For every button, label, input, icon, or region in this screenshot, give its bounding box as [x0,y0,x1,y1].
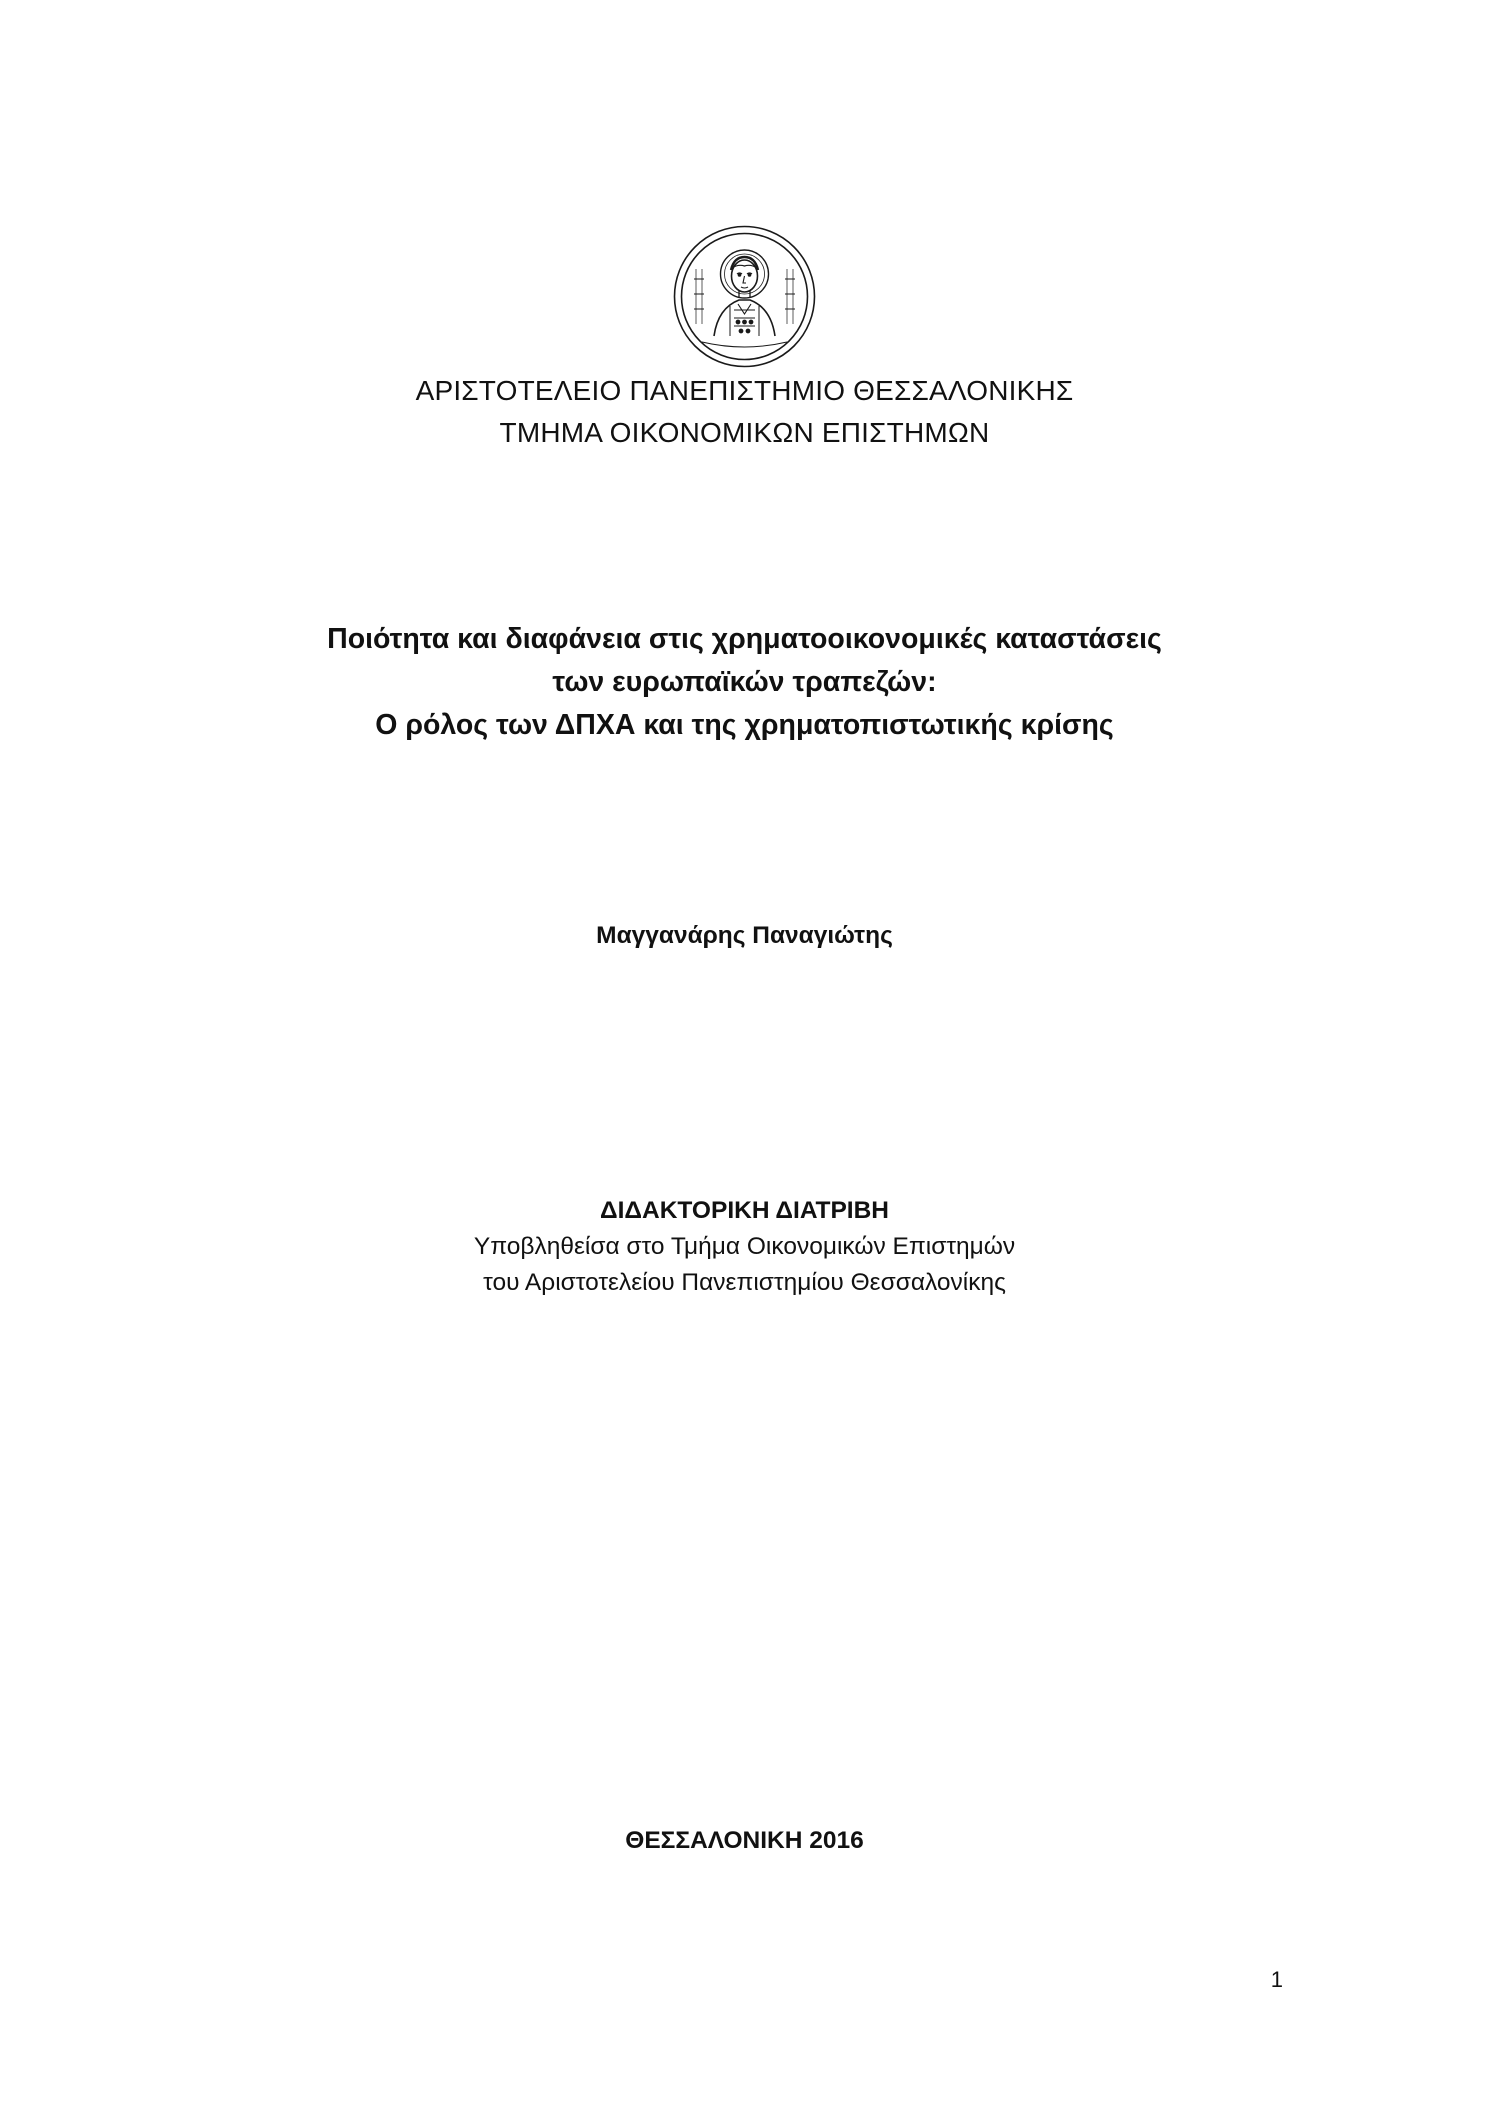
title-line-1: Ποιότητα και διαφάνεια στις χρηματοοικονομικές καταστάσεις [327,623,1162,655]
university-seal-icon [672,224,817,369]
submission-line-1: Υποβληθείσα στο Τμήμα Οικονομικών Επιστημών [473,1233,1016,1260]
submission-line-2: του Αριστοτελείου Πανεπιστημίου Θεσσαλονίκης [483,1269,1006,1296]
thesis-type: ΔΙΔΑΚΤΟΡΙΚΗ ΔΙΑΤΡΙΒΗ [600,1197,889,1224]
title-line-2: των ευρωπαϊκών τραπεζών: [552,666,937,698]
page-number: 1 [1270,1967,1283,1992]
university-header [0,370,1489,454]
place-and-year: ΘΕΣΣΑΛΟΝΙΚΗ 2016 [625,1827,864,1854]
author-name: Μαγγανάρης Παναγιώτης [596,922,893,949]
thesis-title [0,618,1489,747]
title-line-3: Ο ρόλος των ΔΠΧΑ και της χρηματοπιστωτικής κρίσης [375,709,1114,741]
department-name: ΤΜΗΜΑ ΟΙΚΟΝΟΜΙΚΩΝ ΕΠΙΣΤΗΜΩΝ [499,417,990,448]
university-name: ΑΡΙΣΤΟΤΕΛΕΙΟ ΠΑΝΕΠΙΣΤΗΜΙΟ ΘΕΣΣΑΛΟΝΙΚΗΣ [415,375,1074,406]
thesis-info [0,1193,1489,1301]
